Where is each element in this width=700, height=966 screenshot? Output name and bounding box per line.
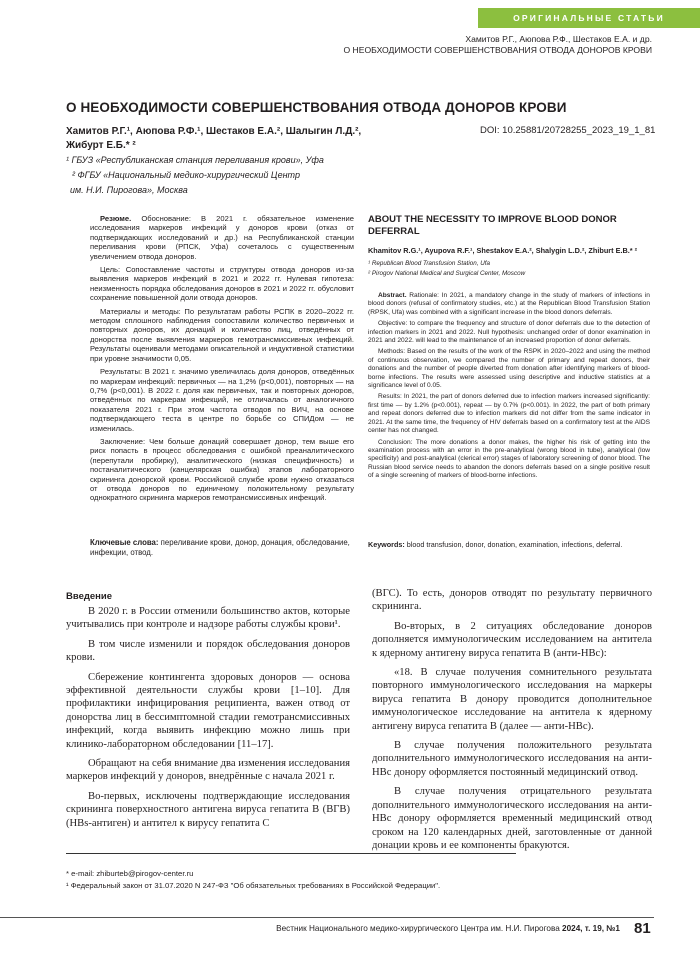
body-paragraph: «18. В случае получения сомнительного результата повторного иммунологического исследования на маркеры вируса гепатита В донору проводится дополнительное иммунологическое исследование на антитела к ядерному антигену вируса гепатита В (далее — анти-НВс). <box>372 667 652 732</box>
running-authors: Хамитов Р.Г., Аюпова Р.Ф., Шестаков Е.А. и др. <box>465 34 652 44</box>
footnote-law: ¹ Федеральный закон от 31.07.2020 N 247-ФЗ "Об обязательных требованиях в Российской Федерации". <box>66 881 441 890</box>
english-affiliation-1: ¹ Republican Blood Transfusion Station, Ufa <box>368 260 491 267</box>
section-heading-introduction: Введение <box>66 591 113 602</box>
journal-issue: 2024, т. 19, №1 <box>562 924 620 933</box>
footer-journal <box>276 924 620 933</box>
abstract-en-label: Abstract. <box>378 292 407 299</box>
body-paragraph: Во-вторых, в 2 ситуациях обследование доноров дополняется иммунологическим исследованием на антитела к ядерному антигену вируса гепатита В (анти-НВс): <box>372 620 652 659</box>
body-column-right <box>372 587 652 858</box>
journal-name: Вестник Национального медико-хирургического Центра им. Н.И. Пирогова <box>276 924 560 933</box>
english-affiliation-2: ² Pirogov National Medical and Surgical Center, Moscow <box>368 270 526 277</box>
english-affiliations <box>368 259 650 279</box>
body-paragraph: Во-первых, исключены подтверждающие исследования скрининга поверхностного антигена вируса гепатита В (ВГВ) (HBs-антиген) и антител к вирусу гепатита С <box>66 790 350 829</box>
english-title: ABOUT THE NECESSITY TO IMPROVE BLOOD DONOR DEFERRAL <box>368 214 617 237</box>
body-paragraph: В случае получения положительного результата дополнительного иммунологического исследования на анти-НВс донору оформляется постоянный медицинский отвод. <box>372 740 652 778</box>
body-paragraph: Обращают на себя внимание два изменения исследования маркеров инфекций у доноров, внедрённые с начала 2021 г. <box>66 758 350 783</box>
abstract-english <box>368 292 650 484</box>
body-paragraph: Сбережение контингента здоровых доноров — основа эффективной деятельности службы крови [1–10]. Для профилактики инфицирования реципиента, важен отвод от донорства лиц в бессимптомной стадии гемотрансмиссивных инфекций, когда выявить инфекцию можно лишь при клинико-лабораторном обследовании [11–17]. <box>66 671 350 750</box>
affiliation-2b: им. Н.И. Пирогова», Москва <box>70 185 188 195</box>
keywords-ru-text: переливание крови, донор, донация, обследование, инфекции, отвод. <box>90 538 350 557</box>
authors-line-2: Жибурт Е.Б.* ² <box>66 140 136 151</box>
abstract-en-p1-text: Rationale: In 2021, a mandatory change in the study of markers of infections in blood donors (refusal of confirmatory studies, etc.) at the Republican Blood Transfusion Station (RPSK, Ufa) was combined with a significant increase in the blood donors deferrals. <box>368 292 650 316</box>
article-title: О НЕОБХОДИМОСТИ СОВЕРШЕНСТВОВАНИЯ ОТВОДА ДОНОРОВ КРОВИ <box>66 100 567 115</box>
abstract-ru-p3: Материалы и методы: По результатам работы РСПК в 2020–2022 гг. методом сплошного наблюдения сопоставили количество первичных и повторных доноров, их донаций и количество лиц, отведённых от донорства после выявления маркеров гемотрансмиссивных инфекций. Результаты оценивали методами описательной и индуктивной статистики при уровне значимости 0,05. <box>90 306 354 363</box>
abstract-ru-label: Резюме. <box>100 214 132 223</box>
footer-divider <box>0 917 654 918</box>
keywords-en-text: blood transfusion, donor, donation, examination, infections, deferral. <box>406 540 623 549</box>
author-list <box>66 125 366 153</box>
abstract-ru-p2: Цель: Сопоставление частоты и структуры отвода доноров из-за выявления маркеров инфекций в 2021 и 2022 гг. Нулевая гипотеза: неизменность порядка обследования доноров в 2021 и 2022 гг. обусловит сохранение повышенной доли отвода доноров. <box>90 265 354 303</box>
keywords-russian <box>90 538 354 558</box>
keywords-en-label: Keywords: <box>368 540 405 549</box>
abstract-ru-p1-text: Обоснование: В 2021 г. обязательное изменение исследования маркеров инфекций у доноров крови (отказ от подтверждающих исследований и др.) на Республиканской станции переливания крови (РПСК, Уфа) сочеталось с существенным увеличением отвода доноров. <box>90 214 354 261</box>
abstract-en-p3: Methods: Based on the results of the work of the RSPK in 2020–2022 and using the method of continuous observation, we compared the number of primary and repeat donors, their donations and the number of people diverted from donation after identifying markers of blood-borne infections. The results were assessed using descriptive and inductive statistics at a significance level of 0.05. <box>368 348 650 390</box>
footnote-divider <box>66 853 516 854</box>
section-banner <box>478 8 700 28</box>
running-header <box>343 34 652 56</box>
abstract-en-p1 <box>368 292 650 317</box>
affiliations <box>66 153 366 198</box>
abstract-en-p2: Objective: to compare the frequency and structure of donor deferrals due to the detection of infection markers in 2021 and 2022. Null hypothesis: unchanged order of donor examination in 2021 and 2022. will lead to the maintenance of an increased proportion of donor deferrals. <box>368 320 650 345</box>
page-number: 81 <box>634 920 651 937</box>
keywords-english <box>368 540 650 550</box>
keywords-ru-label: Ключевые слова: <box>90 538 159 547</box>
body-paragraph: В том числе изменили и порядок обследования доноров крови. <box>66 638 350 664</box>
abstract-ru-p5: Заключение: Чем больше донаций совершает донор, тем выше его риск попасть в процесс обследования с ошибкой преаналитического (перепутали пробирку), аналитического (низкая специфичность) и постаналитического (канцелярская ошибка) этапов лабораторного скрининга донорской крови. Российской службе крови нужно отказаться от отвода доноров по единичному положительному результату однократного скрининга маркеров гемотрансмиссивных инфекций. <box>90 436 354 503</box>
abstract-en-p4: Results: In 2021, the part of donors deferred due to infection markers increased significantly: first time — by 1.2% (p<0.001), repeat — by 0.7% (p<0.001). In 2022, the part of both primary and repeat donors deferred due to infection markers did not differ from the same indicator in 2021. At the same time, the frequency of HIV deferrals based on a confirmatory test at the AIDS center has not changed. <box>368 393 650 435</box>
body-paragraph-continued: (ВГС). То есть, доноров отводят по результату первичного скрининга. <box>372 588 652 613</box>
section-label: ОРИГИНАЛЬНЫЕ СТАТЬИ <box>513 13 665 23</box>
body-paragraph: В 2020 г. в России отменили большинство актов, которые учитывались при контроле и надзоре работы службы крови¹. <box>66 606 350 631</box>
running-title: О НЕОБХОДИМОСТИ СОВЕРШЕНСТВОВАНИЯ ОТВОДА ДОНОРОВ КРОВИ <box>343 45 652 55</box>
body-column-left <box>66 605 350 836</box>
body-paragraph: В случае получения отрицательного результата дополнительного иммунологического исследования на анти-НВс донору оформляется временный медицинский отвод сроком на 120 календарных дней, заготовленные от данной донации кровь и ее компоненты бракуются. <box>372 786 652 851</box>
doi-link[interactable]: DOI: 10.25881/20728255_2023_19_1_81 <box>480 125 656 136</box>
abstract-ru-p4: Результаты: В 2021 г. значимо увеличилась доля доноров, отведённых по маркерам инфекций: первичных — на 1,2% (p<0,001), повторных — на 0,7% (p<0,001). В 2022 г. доля как первичных, так и повторных доноров, отведённых по маркерам инфекций, не отличалась от аналогичного показателя 2021 г. При этом частота отводов по ВИЧ, на основе подтверждающего теста в центре по борьбе со СПИДом — не изменилась. <box>90 367 354 433</box>
abstract-russian <box>90 214 354 507</box>
footnote-email: * e-mail: zhiburteb@pirogov-center.ru <box>66 869 194 878</box>
abstract-en-p5: Conclusion: The more donations a donor makes, the higher his risk of getting into the examination process with an error in the pre-analytical (wrong blood in tube), analytical (low specificity) and post-analytical (clerical error) stages of laboratory screening of donor blood. The Russian blood service needs to abandon the donors deferrals based on a single positive result of a single screening of markers of blood-borne infections. <box>368 438 650 480</box>
affiliation-2a: ² ФГБУ «Национальный медико-хирургический Центр <box>72 170 300 180</box>
authors-line-1: Хамитов Р.Г.¹, Аюпова Р.Ф.¹, Шестаков Е.А.², Шалыгин Л.Д.², <box>66 126 362 137</box>
english-authors: Khamitov R.G.¹, Ayupova R.F.¹, Shestakov E.A.², Shalygin L.D.², Zhiburt E.B.* ² <box>368 246 638 255</box>
affiliation-1: ¹ ГБУЗ «Республиканская станция переливания крови», Уфа <box>66 155 324 165</box>
abstract-ru-p1 <box>90 214 354 261</box>
footnotes <box>66 868 440 892</box>
